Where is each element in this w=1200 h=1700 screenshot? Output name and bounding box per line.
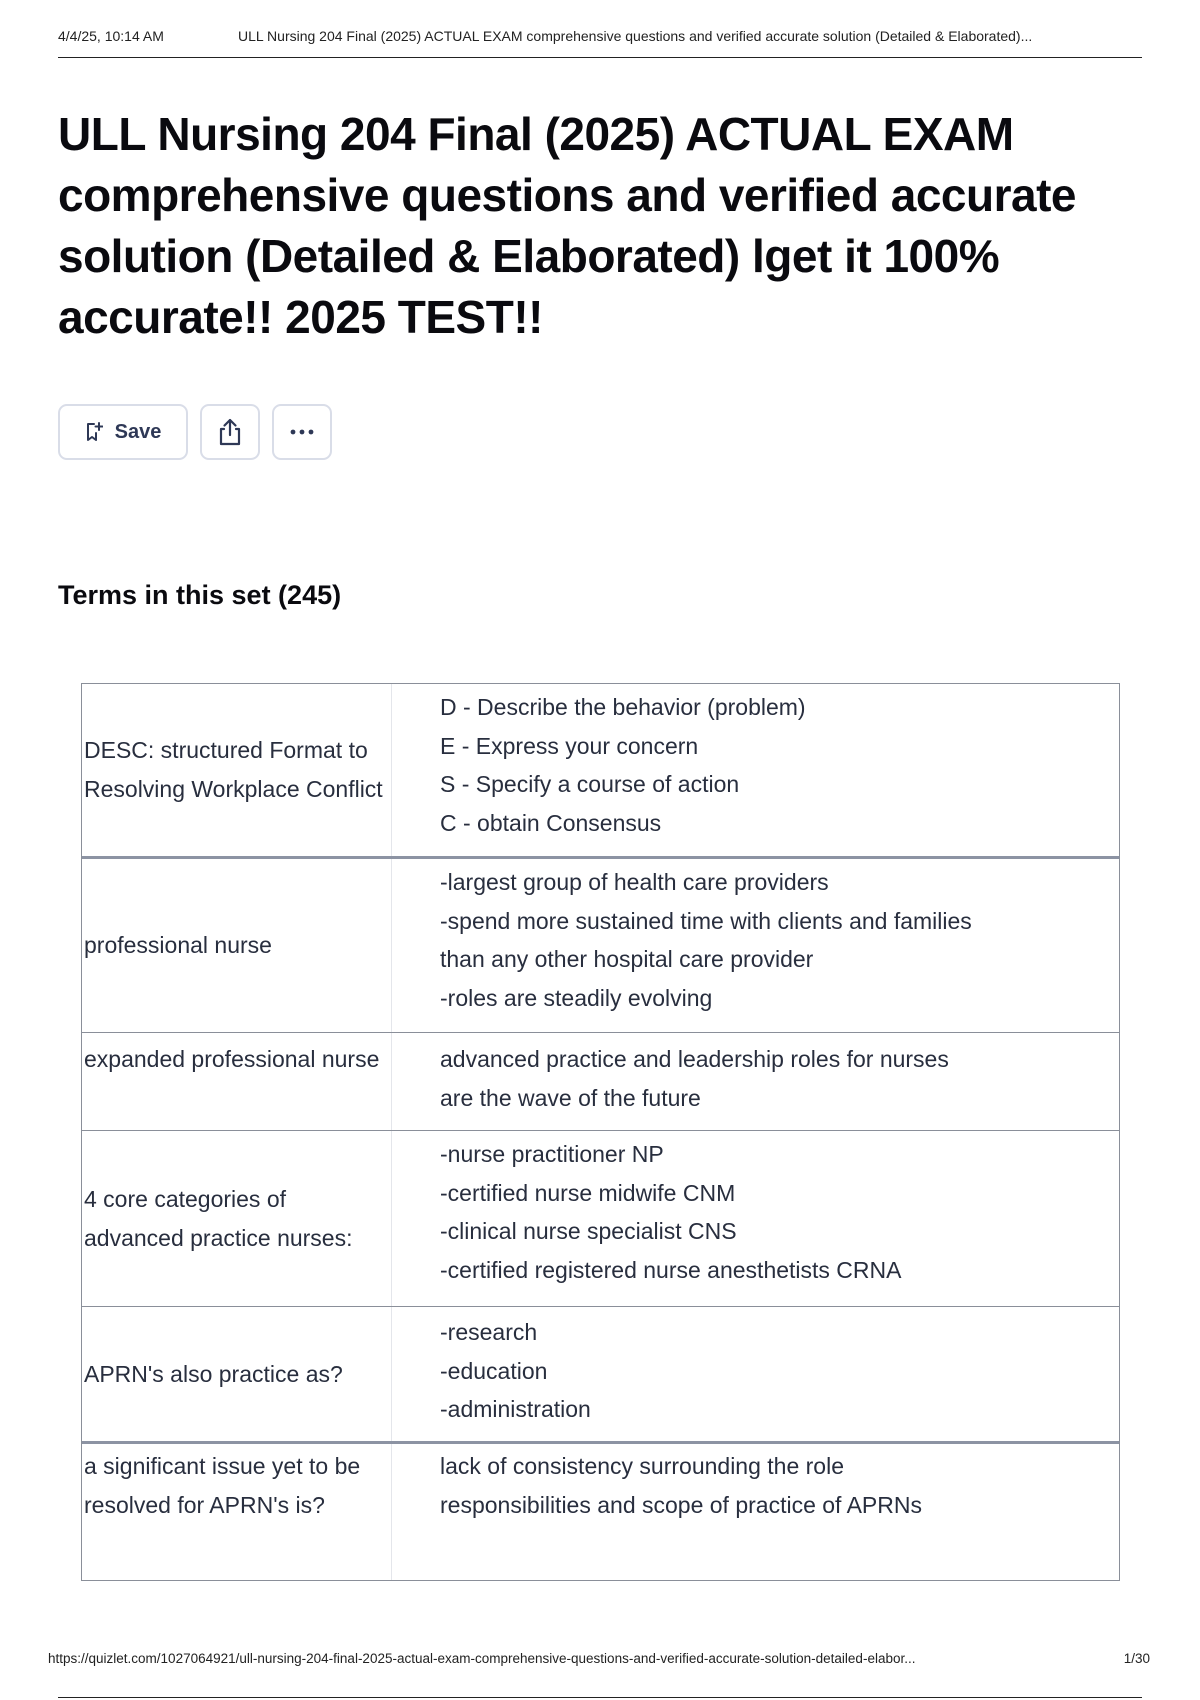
print-header <box>58 28 1142 44</box>
share-button[interactable] <box>200 404 260 460</box>
more-horizontal-icon <box>288 428 316 436</box>
set-title: ULL Nursing 204 Final (2025) ACTUAL EXAM comprehensive questions and verified accurate solution (Detailed & Elaborated) lget it 100% accurate!! 2025 TEST!! <box>58 108 1076 343</box>
header-divider <box>58 57 1142 58</box>
bookmark-add-icon <box>85 422 103 442</box>
definition-text <box>392 1444 1119 1580</box>
definition-line: C - obtain Consensus <box>440 809 662 836</box>
definition-text <box>392 1033 1119 1130</box>
term-row <box>82 684 1119 859</box>
print-url: https://quizlet.com/1027064921/ull-nursing-204-final-2025-actual-exam-comprehensive-questions-and-verified-accurate-solution-detailed-elabor... <box>48 1651 916 1666</box>
terms-table <box>81 683 1120 1581</box>
share-icon <box>216 417 244 447</box>
term-text: expanded professional nurse <box>82 1033 392 1130</box>
terms-heading: Terms in this set (245) <box>58 580 342 610</box>
term-row <box>82 1444 1119 1580</box>
save-label: Save <box>114 420 162 443</box>
term-row <box>82 859 1119 1033</box>
definition-line: -nurse practitioner NP <box>440 1141 664 1167</box>
print-date: 4/4/25, 10:14 AM <box>58 28 164 44</box>
definition-line: -research <box>440 1319 538 1345</box>
term-row <box>82 1131 1119 1307</box>
term-text: a significant issue yet to be resolved for APRN's is? <box>82 1444 392 1580</box>
term-text: professional nurse <box>82 859 392 1032</box>
term-row <box>82 1033 1119 1131</box>
definition-line: S - Specify a course of action <box>440 771 740 797</box>
definition-line: E - Express your concern <box>440 732 699 759</box>
definition-line: -spend more sustained time with clients and families <box>440 907 972 934</box>
term-text: DESC: structured Format to Resolving Workplace Conflict <box>82 684 392 856</box>
footer-divider <box>58 1697 1142 1698</box>
term-row <box>82 1307 1119 1444</box>
definition-line: -clinical nurse specialist CNS <box>440 1218 737 1244</box>
definition-line: -certified registered nurse anesthetists CRNA <box>440 1256 902 1283</box>
more-button[interactable] <box>272 404 332 460</box>
term-text: APRN's also practice as? <box>82 1307 392 1441</box>
term-text: 4 core categories of advanced practice nurses: <box>82 1131 392 1306</box>
save-button[interactable] <box>58 404 188 460</box>
print-page-title: ULL Nursing 204 Final (2025) ACTUAL EXAM comprehensive questions and verified accurate solution (Detailed & Elaborated)... <box>238 28 1033 44</box>
page-number: 1/30 <box>1123 1651 1150 1666</box>
definition-text <box>392 859 1119 1032</box>
definition-line: than any other hospital care provider <box>440 946 814 972</box>
definition-text <box>392 1131 1119 1306</box>
definition-line: are the wave of the future <box>440 1084 701 1111</box>
definition-line: -roles are steadily evolving <box>440 984 713 1011</box>
definition-line: -largest group of health care providers <box>440 869 829 895</box>
definition-text <box>392 1307 1119 1441</box>
definition-line: responsibilities and scope of practice of APRNs <box>440 1491 922 1518</box>
set-actions <box>58 404 332 460</box>
definition-line: lack of consistency surrounding the role <box>440 1453 844 1479</box>
definition-line: D - Describe the behavior (problem) <box>440 694 806 720</box>
definition-line: advanced practice and leadership roles for nurses <box>440 1046 949 1072</box>
definition-line: -administration <box>440 1396 591 1422</box>
definition-line: -education <box>440 1357 548 1384</box>
definition-line: -certified nurse midwife CNM <box>440 1179 736 1206</box>
print-footer <box>48 1651 1150 1666</box>
definition-text <box>392 684 1119 856</box>
